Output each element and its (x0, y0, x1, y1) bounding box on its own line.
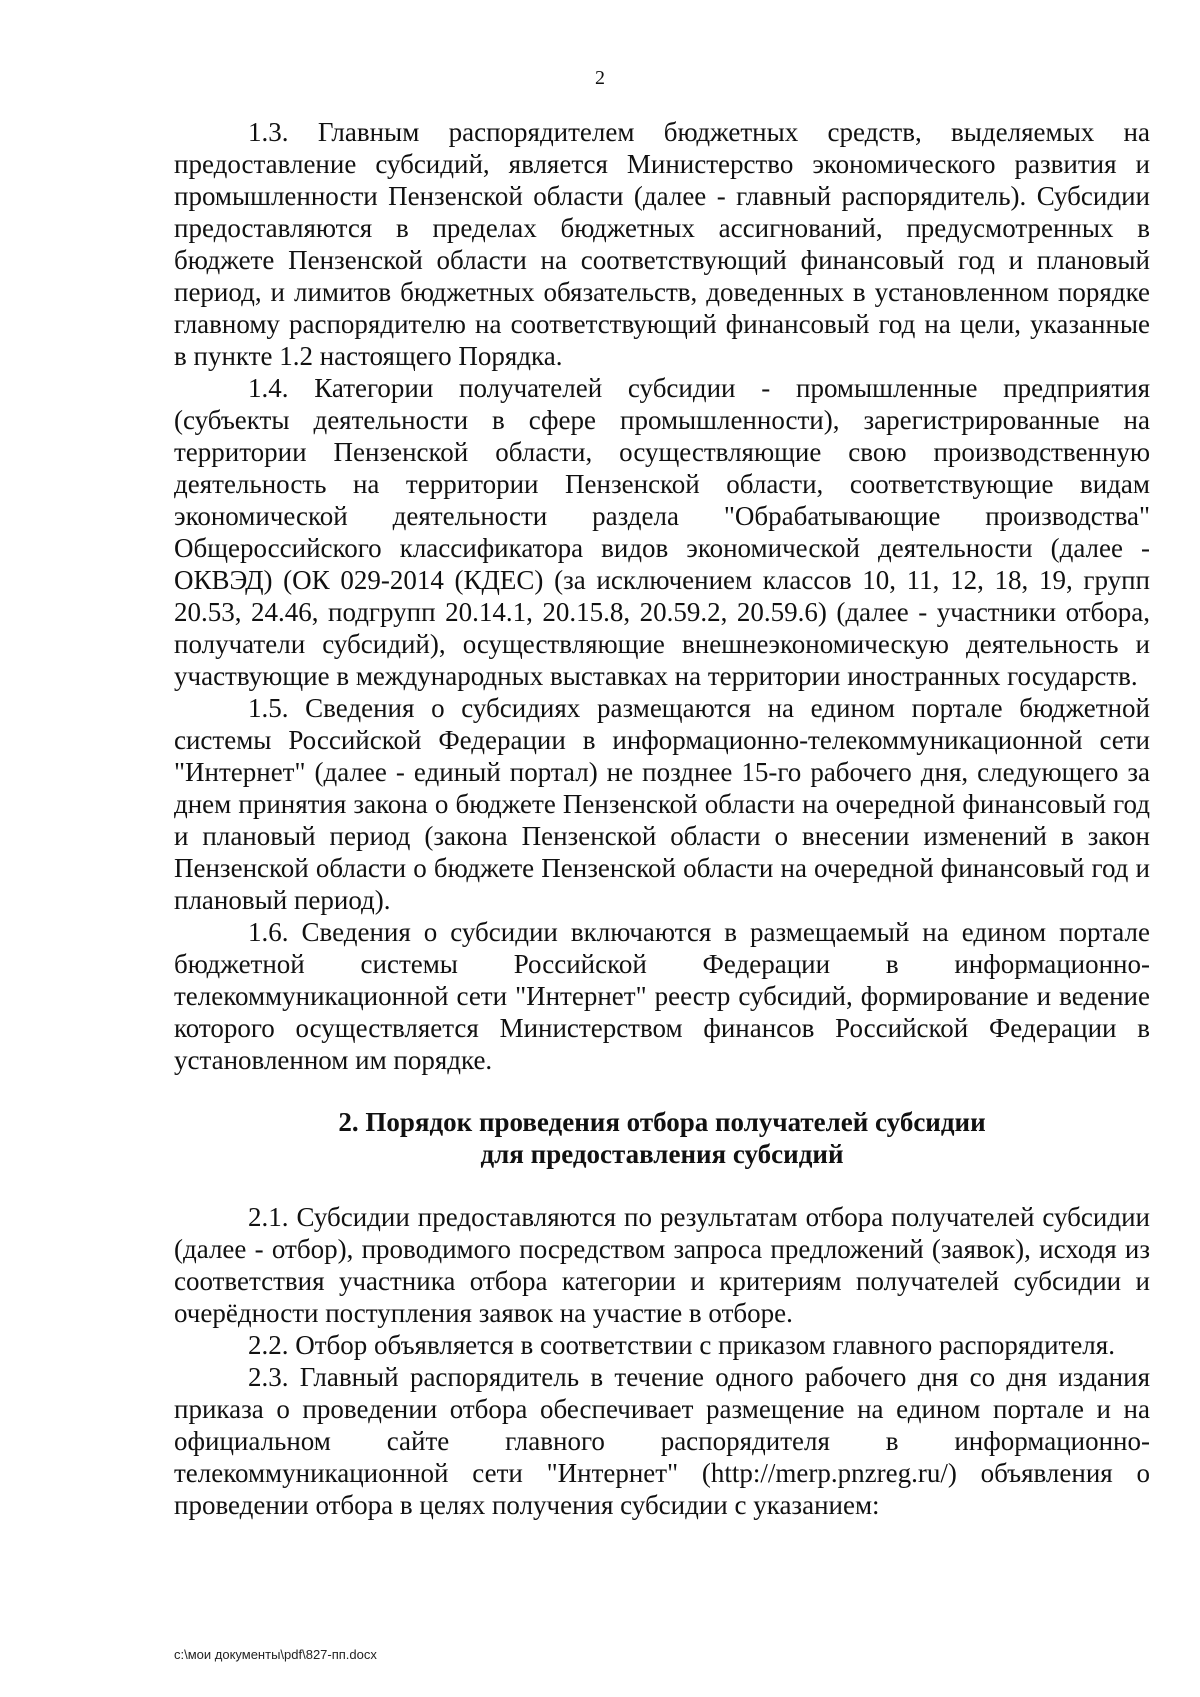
paragraph-2-3: 2.3. Главный распорядитель в течение одного рабочего дня со дня издания приказа о проведении отбора обеспечивает размещение на едином портале и на официальном сайте главного распорядителя в информационно-телекоммуникационной сети "Интернет" (http://merp.pnzreg.ru/) объявления о проведении отбора в целях получения субсидии с указанием: (174, 1362, 1150, 1520)
paragraph-1-5: 1.5. Сведения о субсидиях размещаются на едином портале бюджетной системы Российской Федерации в информационно-телекоммуникационной сети "Интернет" (далее - единый портал) не позднее 15-го рабочего дня, следующего за днем принятия закона о бюджете Пензенской области на очередной финансовый год и плановый период (закона Пензенской области о внесении изменений в закон Пензенской области о бюджете Пензенской области на очередной финансовый год и плановый период). (174, 693, 1150, 915)
paragraph-1-4: 1.4. Категории получателей субсидии - промышленные предприятия (субъекты деятельности в сфере промышленности), зарегистрированные на территории Пензенской области, осуществляющие свою производственную деятельность на территории Пензенской области, соответствующие видам экономической деятельности раздела "Обрабатывающие производства" Общероссийского классификатора видов экономической деятельности (далее - ОКВЭД) (ОК 029-2014 (КДЕС) (за исключением классов 10, 11, 12, 18, 19, групп 20.53, 24.46, подгрупп 20.14.1, 20.15.8, 20.59.2, 20.59.6) (далее - участники отбора, получатели субсидий), осуществляющие внешнеэкономическую деятельность и участвующие в международных выставках на территории иностранных государств. (174, 373, 1150, 691)
section-heading-line-1: 2. Порядок проведения отбора получателей субсидии (338, 1107, 986, 1137)
section-heading (174, 1106, 1150, 1170)
footer-file-path: c:\мои документы\pdf\827-пп.docx (174, 1647, 377, 1662)
page-number: 2 (595, 67, 605, 89)
paragraph-1-3: 1.3. Главным распорядителем бюджетных средств, выделяемых на предоставление субсидий, является Министерство экономического развития и промышленности Пензенской области (далее - главный распорядитель). Субсидии предоставляются в пределах бюджетных ассигнований, предусмотренных в бюджете Пензенской области на соответствующий финансовый год и плановый период, и лимитов бюджетных обязательств, доведенных в установленном порядке главному распорядителю на соответствующий финансовый год на цели, указанные в пункте 1.2 настоящего Порядка. (174, 117, 1150, 371)
paragraph-1-6: 1.6. Сведения о субсидии включаются в размещаемый на едином портале бюджетной системы Российской Федерации в информационно-телекоммуникационной сети "Интернет" реестр субсидий, формирование и ведение которого осуществляется Министерством финансов Российской Федерации в установленном им порядке. (174, 917, 1150, 1075)
paragraph-2-2: 2.2. Отбор объявляется в соответствии с приказом главного распорядителя. (248, 1330, 1115, 1360)
section-heading-line-2: для предоставления субсидий (480, 1139, 844, 1169)
paragraph-2-1: 2.1. Субсидии предоставляются по результатам отбора получателей субсидии (далее - отбор), проводимого посредством запроса предложений (заявок), исходя из соответствия участника отбора категории и критериям получателей субсидии и очерёдности поступления заявок на участие в отборе. (174, 1202, 1150, 1328)
document-body (174, 116, 1150, 1521)
